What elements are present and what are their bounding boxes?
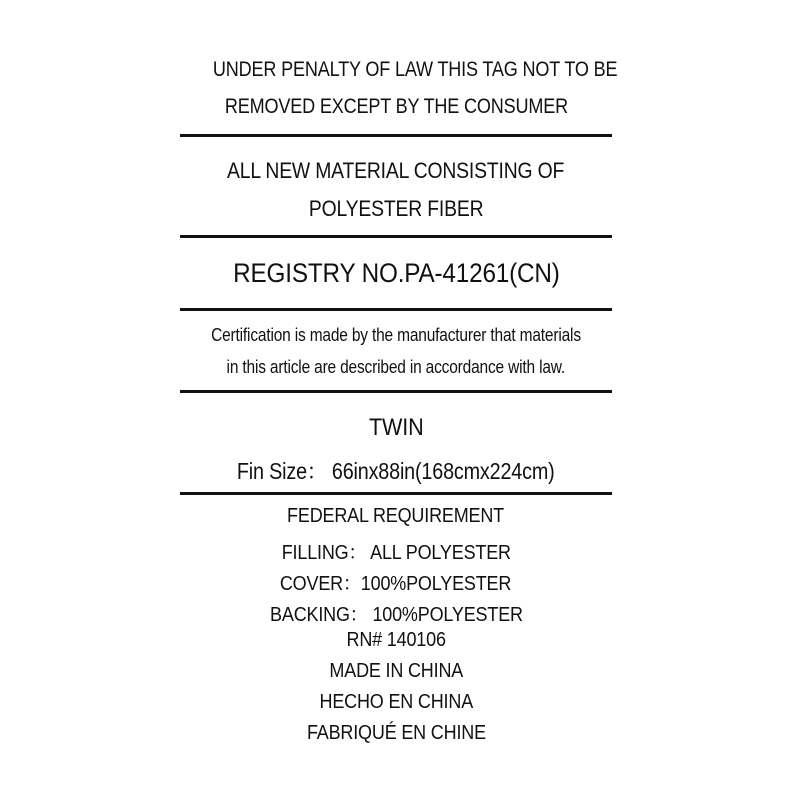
- certification-line-1-text: Certification is made by the manufacturer that materials: [211, 325, 581, 345]
- backing-content-text: BACKING： 100%POLYESTER: [269, 604, 523, 626]
- fin-size-text: Fin Size： 66inx88in(168cmx224cm): [237, 458, 555, 484]
- registry-number: [180, 258, 612, 289]
- made-in-spanish-text: HECHO EN CHINA: [319, 691, 473, 713]
- warning-line-2: [180, 95, 612, 119]
- material-line-1: [180, 158, 612, 184]
- warning-line-1: [180, 58, 618, 82]
- material-line-1-text: ALL NEW MATERIAL CONSISTING OF: [227, 158, 565, 183]
- cover-content: [180, 567, 612, 596]
- filling-content: [180, 536, 612, 565]
- warning-line-1-text: UNDER PENALTY OF LAW THIS TAG NOT TO BE: [212, 58, 618, 81]
- fin-size: [180, 453, 612, 486]
- registry-number-text: REGISTRY NO.PA-41261(CN): [232, 258, 560, 288]
- divider-1: [180, 134, 612, 137]
- divider-4: [180, 390, 612, 393]
- certification-line-2: [180, 357, 612, 378]
- certification-line-2-text: in this article are described in accordance with law.: [226, 357, 566, 377]
- federal-heading: [180, 505, 612, 528]
- warning-line-2-text: REMOVED EXCEPT BY THE CONSUMER: [224, 95, 568, 118]
- certification-line-1: [180, 325, 612, 346]
- divider-2: [180, 235, 612, 238]
- made-in-french-text: FABRIQUÉ EN CHINE: [306, 722, 486, 744]
- size-name-text: TWIN: [368, 414, 424, 441]
- rn-number: [180, 629, 612, 652]
- backing-content: [180, 598, 612, 627]
- divider-3: [180, 308, 612, 311]
- made-in-english-text: MADE IN CHINA: [329, 660, 463, 682]
- divider-5: [180, 492, 612, 495]
- federal-heading-text: FEDERAL REQUIREMENT: [287, 505, 505, 527]
- law-label: [180, 0, 618, 800]
- made-in-spanish: [180, 691, 612, 714]
- material-line-2-text: POLYESTER FIBER: [308, 196, 484, 221]
- size-name: [180, 414, 612, 442]
- cover-content-text: COVER：100%POLYESTER: [280, 573, 512, 595]
- made-in-english: [180, 660, 612, 683]
- made-in-french: [180, 722, 612, 745]
- filling-content-text: FILLING： ALL POLYESTER: [281, 542, 511, 564]
- rn-number-text: RN# 140106: [346, 629, 446, 651]
- material-line-2: [180, 196, 612, 222]
